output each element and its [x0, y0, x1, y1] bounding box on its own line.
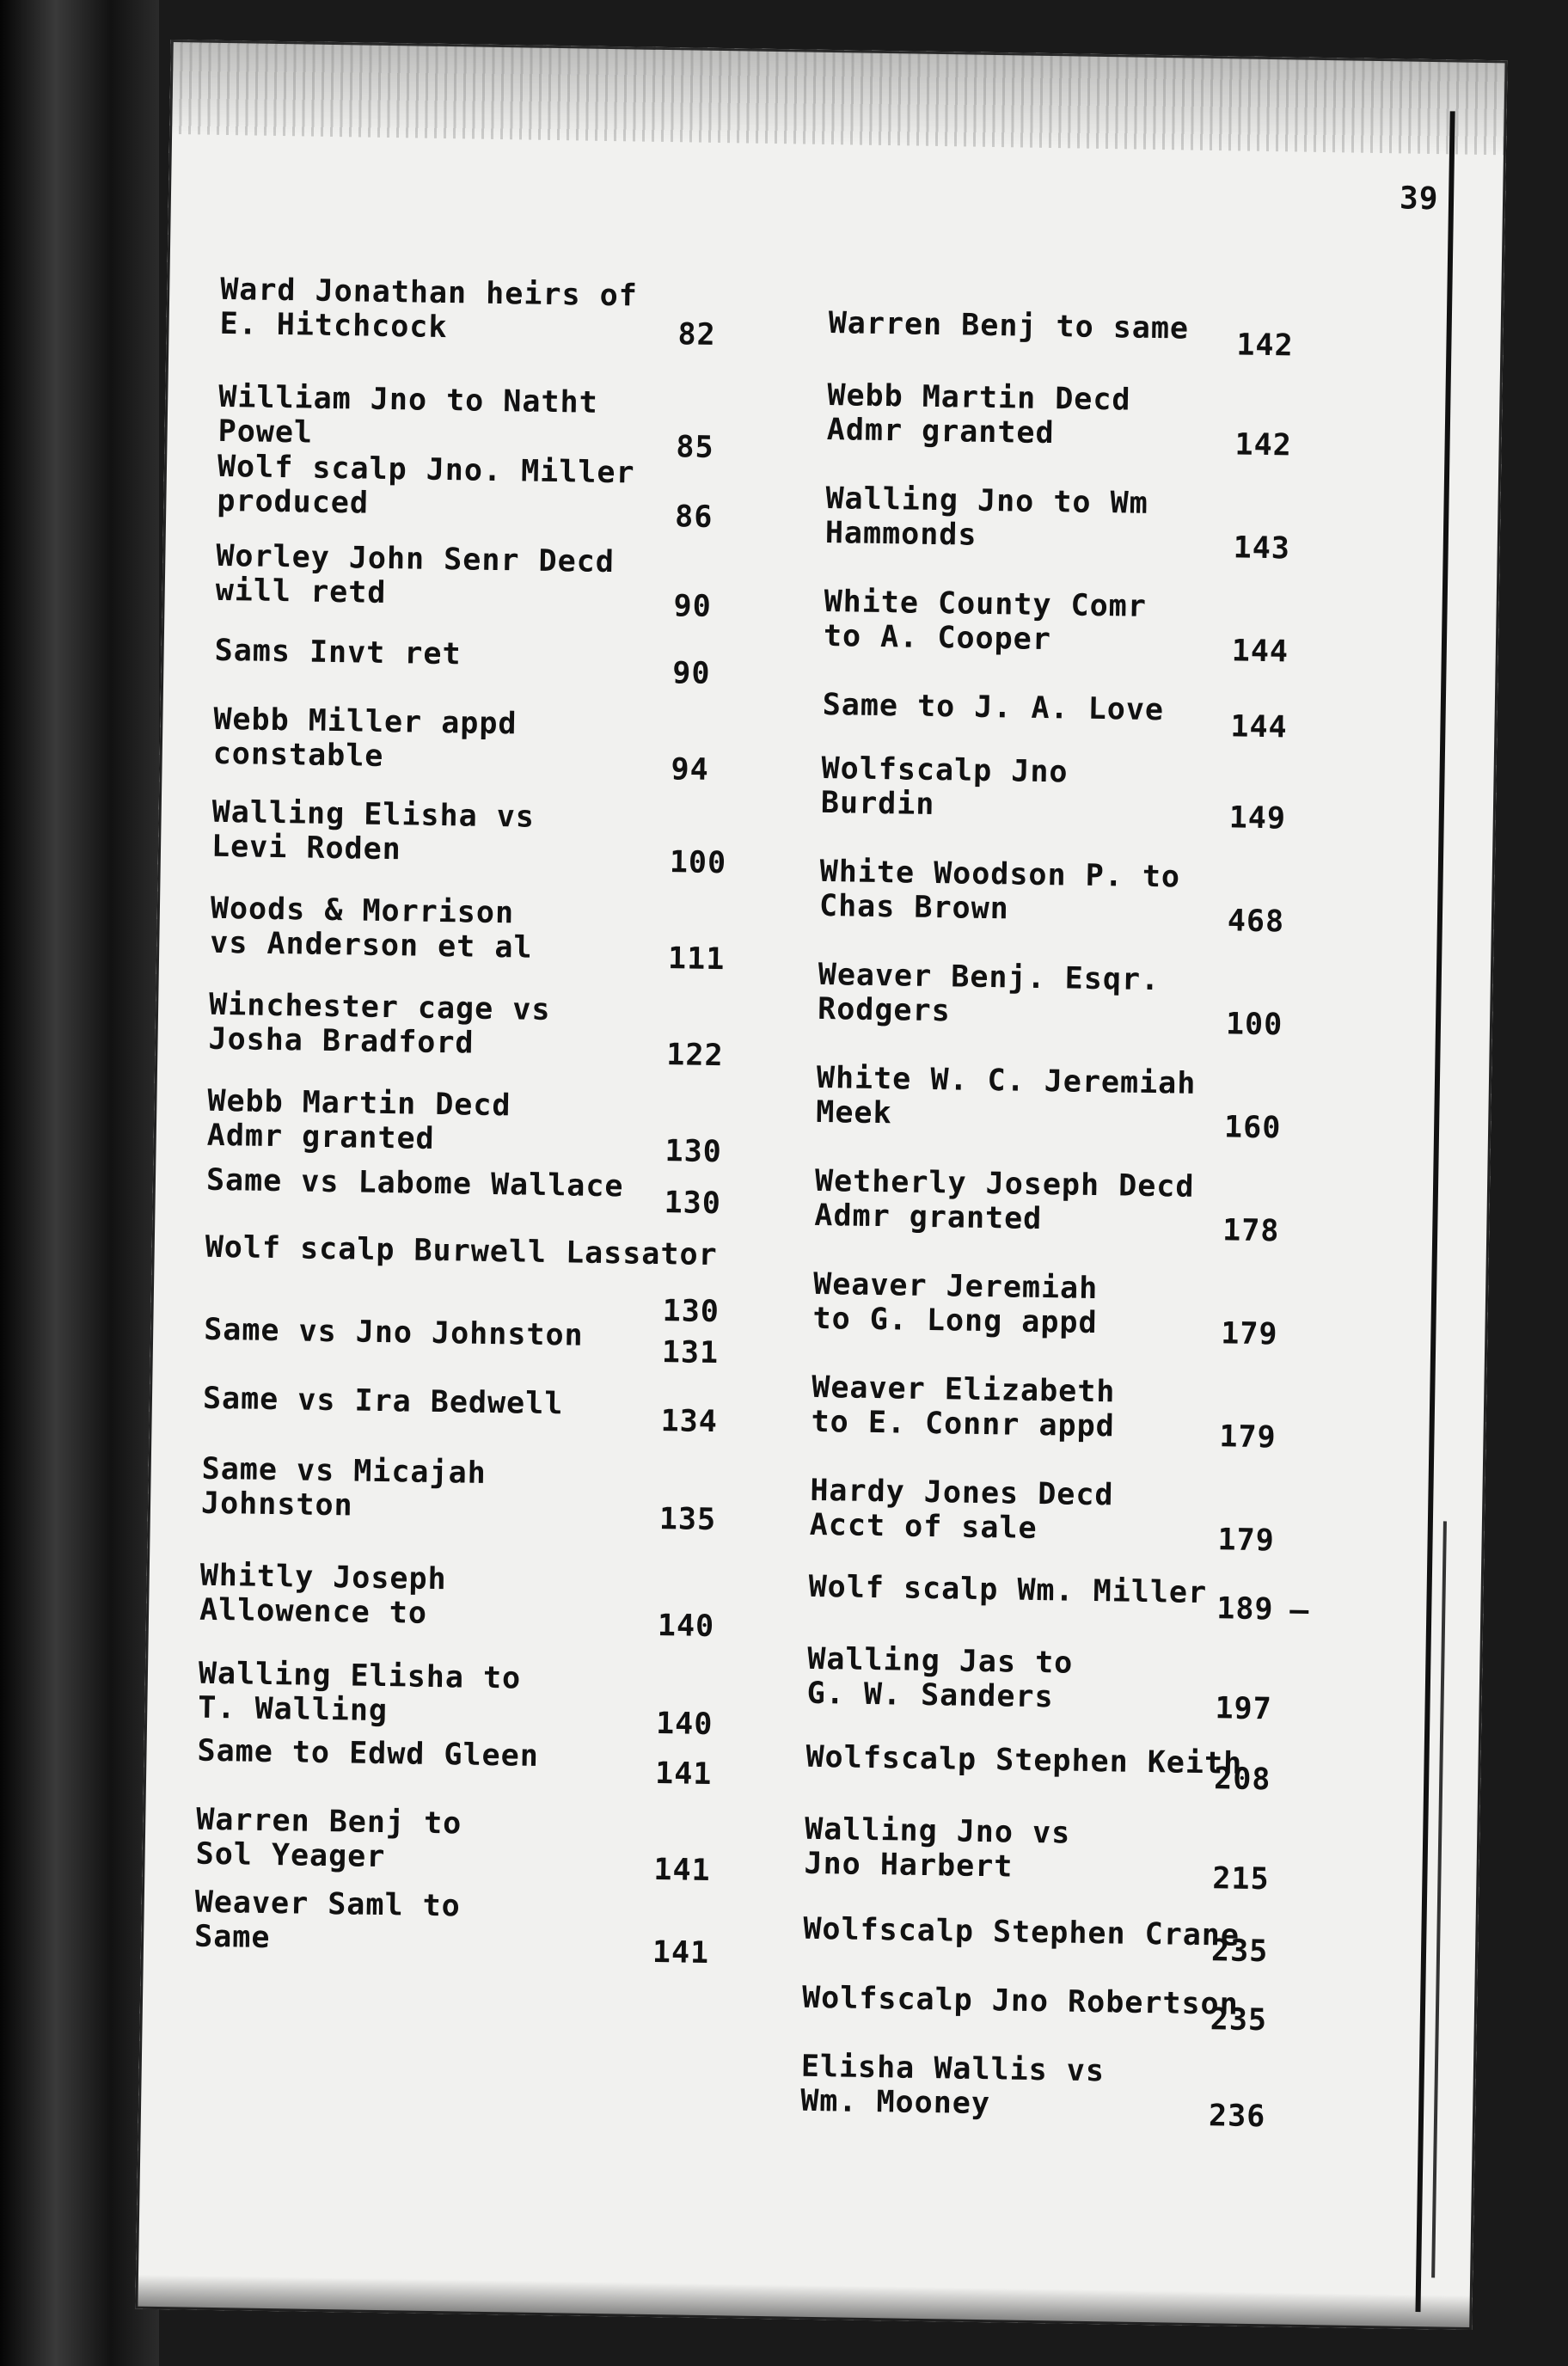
entry-text: Same	[193, 1919, 271, 1956]
index-entry	[219, 273, 787, 350]
entry-text: Same vs Ira Bedwell	[202, 1381, 564, 1422]
binding-shadow	[0, 0, 159, 2366]
entry-text: Meek	[816, 1094, 892, 1131]
index-entry	[211, 794, 780, 881]
entry-text: Burdin	[820, 785, 935, 823]
entry-page-number: 179	[1221, 1316, 1278, 1352]
entry-text: Webb Martin Decd	[207, 1083, 511, 1124]
entry-text: Johnston	[200, 1486, 353, 1523]
index-entry	[208, 987, 776, 1074]
entry-text: Wolfscalp Jno	[821, 751, 1069, 790]
entry-page-number: 111	[667, 941, 726, 978]
entry-page-number: 149	[1228, 800, 1287, 837]
entry-page-number: 235	[1210, 2002, 1268, 2038]
entry-page-number: 82	[677, 317, 716, 352]
entry-text: to G. Long appd	[812, 1301, 1098, 1341]
entry-text: Rodgers	[817, 991, 952, 1029]
index-entry	[801, 1980, 1370, 2038]
entry-text: Hardy Jones Decd	[810, 1473, 1114, 1513]
entry-text: Weaver Benj. Esqr.	[818, 957, 1161, 998]
entry-text: Admr granted	[814, 1198, 1043, 1237]
entry-text: to A. Cooper	[823, 618, 1052, 658]
entry-page-number: 143	[1233, 530, 1291, 567]
entry-text: Worley John Senr Decd	[216, 538, 616, 580]
index-entry	[193, 1885, 763, 1971]
index-entry	[804, 1811, 1372, 1897]
entry-text: Admr granted	[826, 412, 1055, 451]
entry-page-number: 122	[666, 1038, 724, 1074]
entry-text: Elisha Wallis vs	[800, 2049, 1106, 2089]
entry-text: vs Anderson et al	[210, 925, 533, 965]
entry-page-number: 142	[1236, 328, 1294, 364]
index-entry	[205, 1229, 773, 1330]
entry-text: Sol Yeager	[195, 1836, 386, 1875]
index-entry	[803, 1911, 1371, 1970]
entry-text: William Jno to Natht	[217, 379, 599, 420]
entry-page-number: 130	[662, 1294, 720, 1330]
entry-text: Same to J. A. Love	[822, 687, 1165, 728]
entry-page-number: 208	[1213, 1762, 1271, 1798]
entry-text: Levi Roden	[211, 829, 402, 867]
index-entry	[198, 1656, 766, 1743]
index-entry	[822, 687, 1390, 745]
entry-page-number: 179	[1217, 1523, 1276, 1559]
entry-text: Acct of sale	[809, 1507, 1038, 1546]
index-entry	[215, 538, 783, 624]
index-entry	[217, 449, 785, 535]
entry-page-number: 236	[1208, 2099, 1266, 2135]
index-entry	[809, 1473, 1377, 1559]
entry-text: Chas Brown	[818, 888, 1010, 927]
entry-text: Walling Jno vs	[804, 1811, 1071, 1851]
index-entry	[202, 1381, 771, 1440]
page-number: 39	[1399, 181, 1439, 218]
entry-text: to E. Connr appd	[811, 1404, 1116, 1444]
entry-text: Same vs Jno Johnston	[203, 1312, 584, 1353]
entry-page-number: 140	[655, 1707, 714, 1743]
entry-page-number: 100	[1225, 1007, 1283, 1043]
index-entry	[824, 481, 1393, 567]
entry-text: will retd	[215, 573, 387, 610]
index-entry	[817, 957, 1386, 1043]
entry-text: Warren Benj to same	[828, 306, 1190, 346]
index-entry	[199, 1558, 768, 1645]
entry-text: Weaver Elizabeth	[811, 1370, 1116, 1410]
page-margin-rule-lower	[1431, 1521, 1447, 2277]
entry-text: Wolfscalp Stephen Crane	[803, 1911, 1240, 1953]
entry-page-number: 130	[664, 1186, 722, 1222]
entry-text: White W. C. Jeremiah	[816, 1060, 1197, 1101]
index-entry	[799, 2049, 1369, 2135]
entry-page-number: 134	[660, 1404, 719, 1440]
entry-text: constable	[212, 736, 384, 774]
index-entry	[212, 702, 781, 788]
entry-text: Warren Benj to	[195, 1802, 462, 1842]
entry-text: Wolfscalp Stephen Keith	[805, 1739, 1243, 1781]
entry-page-number: 468	[1227, 904, 1285, 940]
entry-page-number: 141	[654, 1756, 713, 1793]
entry-page-number: 94	[671, 752, 710, 788]
entry-page-number: 140	[657, 1609, 715, 1645]
entry-text: E. Hitchcock	[219, 306, 448, 346]
page-bottom-shadow	[135, 2275, 1472, 2330]
entry-text: Whitly Joseph	[199, 1558, 447, 1597]
entry-text: Wolfscalp Jno Robertson	[801, 1980, 1240, 2022]
entry-text: Ward Jonathan heirs of	[219, 272, 639, 314]
entry-page-number: 141	[652, 1935, 710, 1971]
entry-page-number: 144	[1230, 709, 1288, 745]
entry-page-number: 178	[1222, 1213, 1280, 1249]
index-entry	[811, 1370, 1379, 1456]
index-entry	[214, 633, 782, 691]
entry-page-number: 142	[1234, 427, 1293, 463]
entry-text: Walling Elisha to	[198, 1656, 522, 1696]
entry-page-number: 100	[669, 845, 727, 881]
index-entry	[195, 1802, 763, 1889]
entry-page-number: 131	[661, 1335, 720, 1371]
entry-page-number: 144	[1231, 634, 1289, 670]
entry-page-number: 215	[1212, 1861, 1270, 1897]
entry-page-number: 135	[658, 1502, 717, 1538]
entry-text: Wolf scalp Burwell Lassator	[205, 1229, 718, 1273]
entry-text: Wolf scalp Jno. Miller	[217, 449, 635, 491]
entry-page-number: 90	[673, 589, 713, 624]
entry-text: produced	[217, 483, 370, 521]
index-entry	[820, 751, 1389, 837]
index-entry	[826, 377, 1394, 463]
entry-text: White County Comr	[824, 584, 1148, 624]
entry-text: Hammonds	[824, 515, 977, 553]
entry-text: Walling Jno to Wm	[825, 481, 1149, 521]
entry-page-number: 85	[676, 430, 714, 465]
entry-text: Woods & Morrison	[210, 891, 515, 931]
index-entry	[828, 306, 1396, 364]
index-entry	[210, 891, 778, 978]
index-page	[135, 40, 1507, 2330]
entry-text: Winchester cage vs	[208, 987, 551, 1028]
entry-page-number: 189	[1216, 1591, 1274, 1627]
entry-page-number: 141	[653, 1853, 711, 1889]
entry-page-number: 179	[1219, 1419, 1277, 1456]
entry-text: Webb Martin Decd	[827, 377, 1131, 418]
entry-text: White Woodson P. to	[819, 854, 1181, 895]
index-entry	[812, 1266, 1381, 1352]
index-entry	[217, 379, 786, 465]
entry-page-number: 197	[1215, 1691, 1273, 1727]
entry-text: Webb Miller appd	[213, 702, 518, 742]
index-entry	[823, 584, 1392, 670]
index-entry	[200, 1451, 769, 1538]
entry-text: Powel	[217, 414, 314, 451]
entry-text: Walling Elisha vs	[211, 794, 536, 835]
entry-page-number: 86	[674, 500, 714, 535]
entry-text: Jno Harbert	[804, 1846, 1014, 1885]
entry-text: Josha Bradford	[208, 1021, 475, 1061]
entry-text: Wetherly Joseph Decd	[814, 1163, 1195, 1204]
index-entry	[808, 1569, 1376, 1627]
entry-text: Same vs Labome Wallace	[205, 1162, 624, 1204]
index-entry	[805, 1739, 1374, 1798]
entry-text: Walling Jas to	[807, 1641, 1074, 1681]
entry-text: T. Walling	[198, 1690, 389, 1729]
entry-text: G. W. Sanders	[806, 1676, 1054, 1715]
page-top-noise	[169, 40, 1508, 155]
index-entry	[205, 1162, 775, 1222]
entry-text: Weaver Jeremiah	[812, 1266, 1099, 1307]
index-entry	[814, 1163, 1382, 1249]
entry-page-number: 90	[672, 656, 711, 691]
index-entry	[806, 1641, 1375, 1727]
entry-text: Allowence to	[199, 1592, 428, 1631]
entry-text: Same to Edwd Gleen	[197, 1733, 540, 1774]
entry-page-number: 160	[1223, 1110, 1282, 1146]
index-entry	[818, 854, 1387, 940]
entry-page-number: 235	[1210, 1934, 1269, 1970]
index-entry	[816, 1060, 1384, 1146]
entry-text: Wolf scalp Wm. Miller	[808, 1569, 1208, 1611]
entry-text: Sams Invt ret	[214, 633, 462, 672]
entry-text: Admr granted	[206, 1118, 435, 1156]
entry-text: Weaver Saml to	[194, 1885, 462, 1924]
entry-text: Wm. Mooney	[799, 2083, 991, 2122]
entry-text: Same vs Micajah	[201, 1451, 487, 1491]
index-entry	[206, 1083, 775, 1170]
entry-page-number: 130	[665, 1134, 723, 1170]
